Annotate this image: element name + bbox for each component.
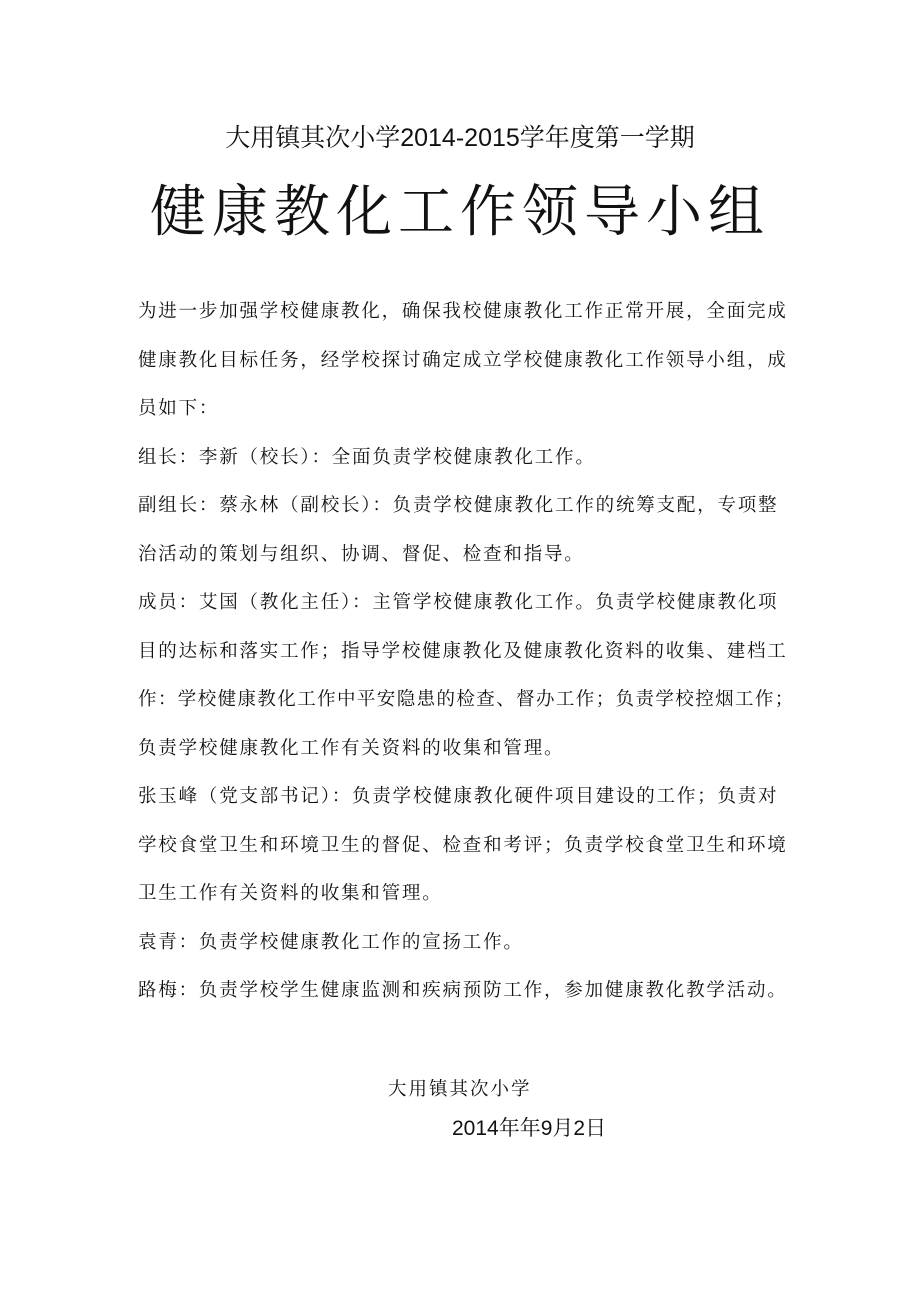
- body-line: 组长：李新（校长）：全面负责学校健康教化工作。: [138, 446, 596, 468]
- body-line: 学校食堂卫生和环境卫生的督促、检查和考评；负责学校食堂卫生和环境: [138, 834, 788, 856]
- body-line: 负责学校健康教化工作有关资料的收集和管理。: [138, 737, 565, 759]
- body-line: 员如下：: [138, 398, 220, 419]
- body-line: 成员：艾国（教化主任）：主管学校健康教化工作。负责学校健康教化项: [138, 592, 779, 613]
- document-subtitle: 大用镇其次小学2014-2015学年度第一学期: [225, 124, 695, 152]
- document-title: 健康教化工作领导小组: [150, 180, 770, 245]
- signature-organization: 大用镇其次小学: [388, 1079, 532, 1100]
- body-line: 卫生工作有关资料的收集和管理。: [138, 883, 443, 904]
- body-line: 张玉峰（党支部书记）：负责学校健康教化硬件项目建设的工作；负责对: [138, 786, 779, 807]
- document-body: [138, 288, 798, 1016]
- body-line: 副组长：蔡永林（副校长）：负责学校健康教化工作的统筹支配，专项整: [138, 495, 779, 516]
- body-line: 为进一步加强学校健康教化，确保我校健康教化工作正常开展，全面完成: [138, 301, 788, 322]
- body-line: 路梅：负责学校学生健康监测和疾病预防工作，参加健康教化教学活动。: [138, 980, 788, 1001]
- body-line: 健康教化目标任务，经学校探讨确定成立学校健康教化工作领导小组，成: [138, 349, 788, 371]
- body-line: 袁青：负责学校健康教化工作的宣扬工作。: [138, 931, 524, 953]
- body-line: 目的达标和落实工作；指导学校健康教化及健康教化资料的收集、建档工: [138, 640, 788, 662]
- body-line: 作：学校健康教化工作中平安隐患的检查、督办工作；负责学校控烟工作；: [138, 689, 795, 710]
- body-line: 治活动的策划与组织、协调、督促、检查和指导。: [138, 543, 585, 565]
- signature-date: 2014年年9月2日: [452, 1117, 607, 1140]
